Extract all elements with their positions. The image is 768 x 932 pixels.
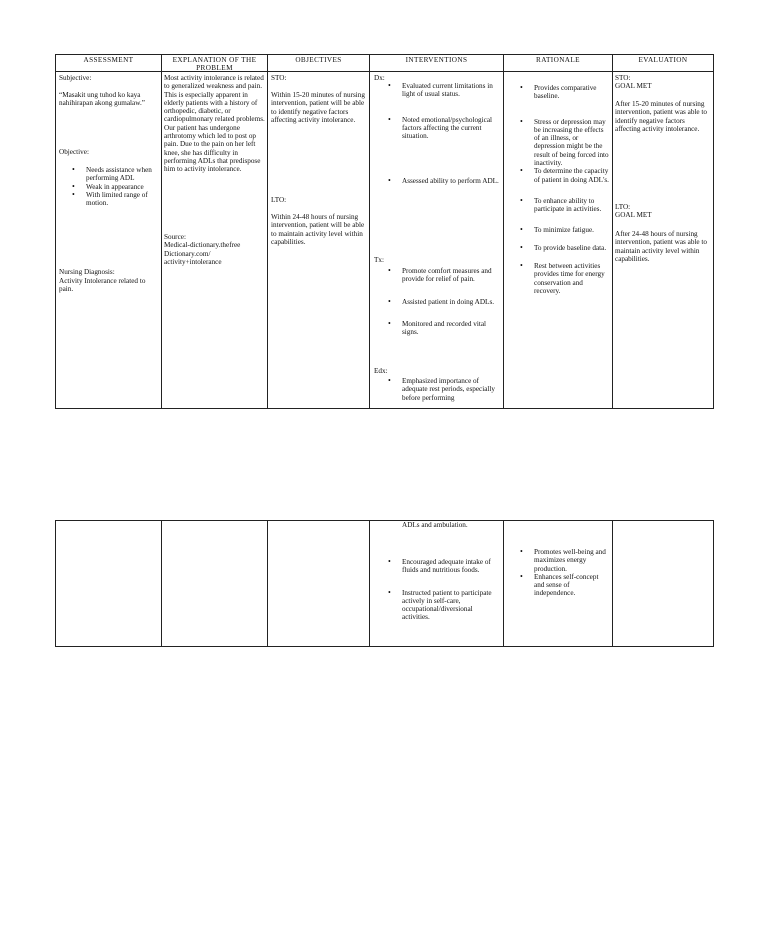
dx-label: Dx:: [374, 74, 385, 82]
rationale-item: • To provide baseline data.: [518, 244, 610, 252]
intervention-item: • Encouraged adequate intake of fluids and nutritious foods.: [386, 558, 499, 575]
edx-intervention-list: [386, 377, 499, 408]
column-divider: [267, 521, 268, 646]
header-explanation: EXPLANATION OF THE PROBLEM: [172, 56, 257, 72]
intervention-item: • Promote comfort measures and provide for relief of pain.: [386, 267, 499, 284]
evaluation-lto-label: LTO:: [615, 203, 631, 211]
rationale-list: [518, 84, 610, 295]
intervention-item: • Assisted patient in doing ADLs.: [386, 298, 499, 306]
header-divider: [56, 71, 713, 72]
column-divider: [612, 521, 613, 646]
subjective-label: Subjective:: [59, 74, 92, 82]
header-interventions: INTERVENTIONS: [405, 56, 468, 64]
rationale-item: • To enhance ability to participate in activities.: [518, 197, 610, 214]
evaluation-sto-text: After 15-20 minutes of nursing intervention, patient was able to identify negative factors affecting activity intolerance.: [615, 100, 708, 133]
objective-item: • Needs assistance when performing ADL: [70, 166, 158, 183]
rationale-list-continued: [518, 548, 610, 598]
header-rationale: RATIONALE: [536, 56, 580, 64]
intervention-item: • Assessed ability to perform ADL.: [386, 177, 499, 185]
evaluation-sto-label: STO:: [615, 74, 631, 82]
rationale-item: • Stress or depression may be increasing the effects of an illness, or depression might be the result of being forced into inactivity.: [518, 118, 610, 168]
column-divider: [369, 521, 370, 646]
intervention-continued: ADLs and ambulation.: [402, 521, 468, 529]
objectives-sto-text: Within 15-20 minutes of nursing intervention, patient will be able to identify negative factors affecting activity intolerance.: [271, 91, 365, 124]
ncp-table-page-1: [55, 54, 714, 409]
column-divider: [161, 521, 162, 646]
nursing-diagnosis: Activity Intolerance related to pain.: [59, 277, 146, 294]
column-divider: [503, 521, 504, 646]
intervention-item: • Emphasized importance of adequate rest periods, especially before performing: [386, 377, 499, 402]
objectives-sto-label: STO:: [271, 74, 287, 82]
objectives-lto-label: LTO:: [271, 196, 287, 204]
header-evaluation: EVALUATION: [638, 56, 688, 64]
intervention-item: • Monitored and recorded vital signs.: [386, 320, 499, 337]
evaluation-lto-status: GOAL MET: [615, 211, 652, 219]
explanation-source: Source: Medical-dictionary.thefree Dictionary.com/ activity+intolerance: [164, 233, 241, 266]
intervention-item: • Noted emotional/psychological factors affecting the current situation.: [386, 116, 499, 141]
column-divider: [161, 55, 162, 408]
header-objectives: OBJECTIVES: [295, 56, 342, 64]
tx-intervention-list: [386, 267, 499, 336]
objective-item: • Weak in appearance: [70, 183, 158, 191]
edx-label: Edx:: [374, 367, 388, 375]
column-divider: [503, 55, 504, 408]
rationale-item: • Rest between activities provides time for energy conservation and recovery.: [518, 262, 610, 295]
ncp-table-page-2: [55, 520, 714, 647]
column-divider: [369, 55, 370, 408]
nursing-diagnosis-label: Nursing Diagnosis:: [59, 268, 115, 276]
dx-intervention-list: [386, 82, 499, 186]
objective-item: • With limited range of motion.: [70, 191, 158, 208]
objective-list: [70, 166, 158, 207]
explanation-text: Most activity intolerance is related to generalized weakness and pain. This is especially apparent in elderly patients with a history of orthopedic, diabetic, or cardiopulmonary related problems. Our patient has undergone arthrotomy which led to post op pain. Due to the pain on her left knee, she has difficulty in performing ADLs that predispose him to activity intolerance.: [164, 74, 265, 174]
intervention-item: • Instructed patient to participate actively in self-care, occupational/diversional activities.: [386, 589, 499, 622]
evaluation-lto-text: After 24-48 hours of nursing intervention, patient was able to maintain activity level within capabilities.: [615, 230, 708, 263]
intervention-item: • Evaluated current limitations in light of usual status.: [386, 82, 499, 99]
rationale-item: • Promotes well-being and maximizes energy production.: [518, 548, 610, 573]
objectives-lto-text: Within 24-48 hours of nursing intervention, patient will be able to maintain activity level within capabilities.: [271, 213, 365, 246]
header-assessment: ASSESSMENT: [83, 56, 134, 64]
rationale-item: • Enhances self-concept and sense of independence.: [518, 573, 610, 598]
column-divider: [612, 55, 613, 408]
subjective-quote: “Masakit ung tuhod ko kaya nahihirapan akong gumalaw.”: [59, 91, 145, 108]
rationale-item: • To minimize fatigue.: [518, 226, 610, 234]
rationale-item: • To determine the capacity of patient in doing ADL's.: [518, 167, 610, 184]
objective-label: Objective:: [59, 148, 89, 156]
tx-label: Tx:: [374, 256, 384, 264]
evaluation-sto-status: GOAL MET: [615, 82, 652, 90]
rationale-item: • Provides comparative baseline.: [518, 84, 610, 101]
column-divider: [267, 55, 268, 408]
intervention-list-continued: [386, 558, 499, 622]
